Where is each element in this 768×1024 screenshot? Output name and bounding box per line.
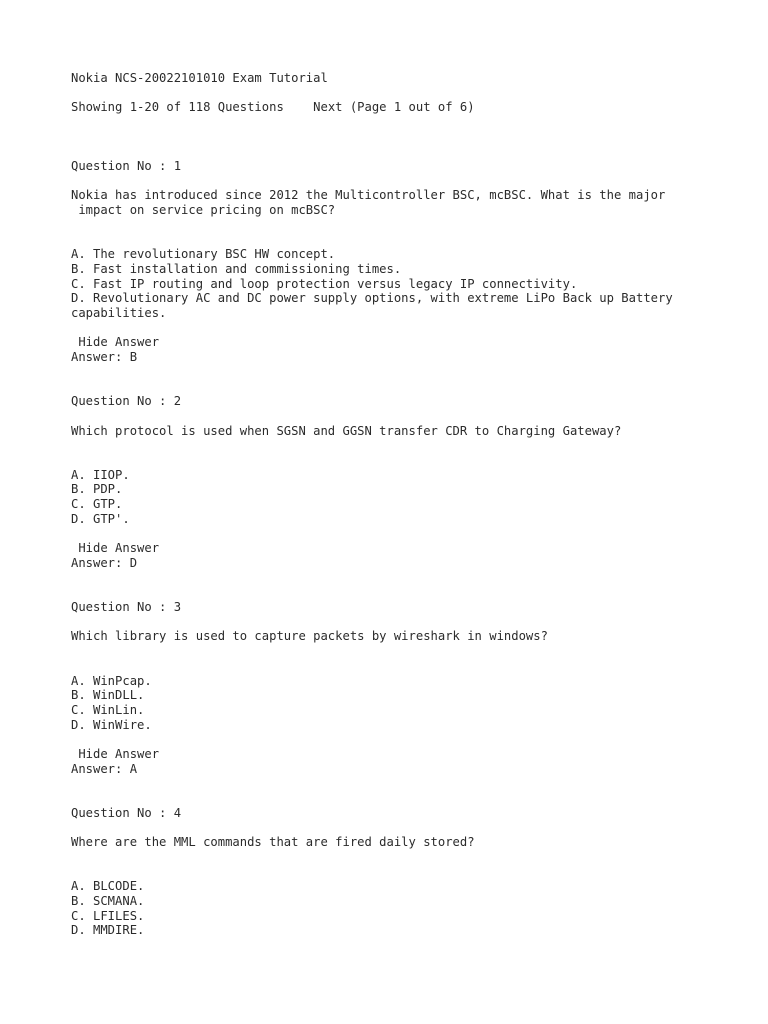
option-c: C. GTP. [71,497,123,512]
answer-text: Answer: D [71,555,138,570]
question-text-line: Where are the MML commands that are fired daily stored? [71,835,475,850]
question-text [71,188,711,217]
question-block-4 [71,806,711,938]
page-title: Nokia NCS-20022101010 Exam Tutorial [71,71,328,85]
document-page [71,71,711,968]
option-b: B. WinDLL. [71,688,145,703]
showing-count: Showing 1-20 of 118 Questions [71,100,284,115]
option-b: B. SCMANA. [71,894,145,909]
option-c: C. LFILES. [71,908,145,923]
option-a: A. BLCODE. [71,879,145,894]
option-b: B. Fast installation and commissioning times. [71,261,402,276]
option-c: C. Fast IP routing and loop protection versus legacy IP connectivity. [71,276,578,291]
question-text [71,629,711,644]
option-d: D. GTP'. [71,511,130,526]
option-d: D. Revolutionary AC and DC power supply options, with extreme LiPo Back up Battery [71,291,673,306]
option-b: B. PDP. [71,482,123,497]
question-text [71,424,711,439]
next-page-link[interactable]: Next (Page 1 out of 6) [313,100,475,115]
option-a: A. WinPcap. [71,673,152,688]
option-d-continued: capabilities. [71,306,167,321]
question-block-1 [71,159,711,365]
hide-answer-toggle[interactable]: Hide Answer [78,747,160,762]
question-label: Question No : 2 [71,394,182,409]
answer-options [71,247,711,321]
question-label: Question No : 1 [71,159,182,174]
question-label: Question No : 4 [71,805,182,820]
option-a: A. The revolutionary BSC HW concept. [71,247,336,262]
hide-answer-toggle[interactable]: Hide Answer [78,335,160,350]
question-text-line: impact on service pricing on mcBSC? [71,203,336,218]
option-d: D. MMDIRE. [71,923,145,938]
hide-answer-toggle[interactable]: Hide Answer [78,541,160,556]
question-block-3 [71,600,711,776]
option-c: C. WinLin. [71,702,145,717]
question-block-2 [71,394,711,570]
option-a: A. IIOP. [71,467,130,482]
answer-text: Answer: B [71,350,138,365]
question-text-line: Nokia has introduced since 2012 the Multicontroller BSC, mcBSC. What is the major [71,188,666,203]
answer-options [71,468,711,527]
option-d: D. WinWire. [71,717,152,732]
question-text [71,835,711,850]
question-label: Question No : 3 [71,600,182,615]
pagination-bar [71,100,711,115]
question-text-line: Which protocol is used when SGSN and GGSN transfer CDR to Charging Gateway? [71,423,622,438]
answer-text: Answer: A [71,761,138,776]
answer-options [71,674,711,733]
answer-options [71,879,711,938]
question-text-line: Which library is used to capture packets by wireshark in windows? [71,629,548,644]
